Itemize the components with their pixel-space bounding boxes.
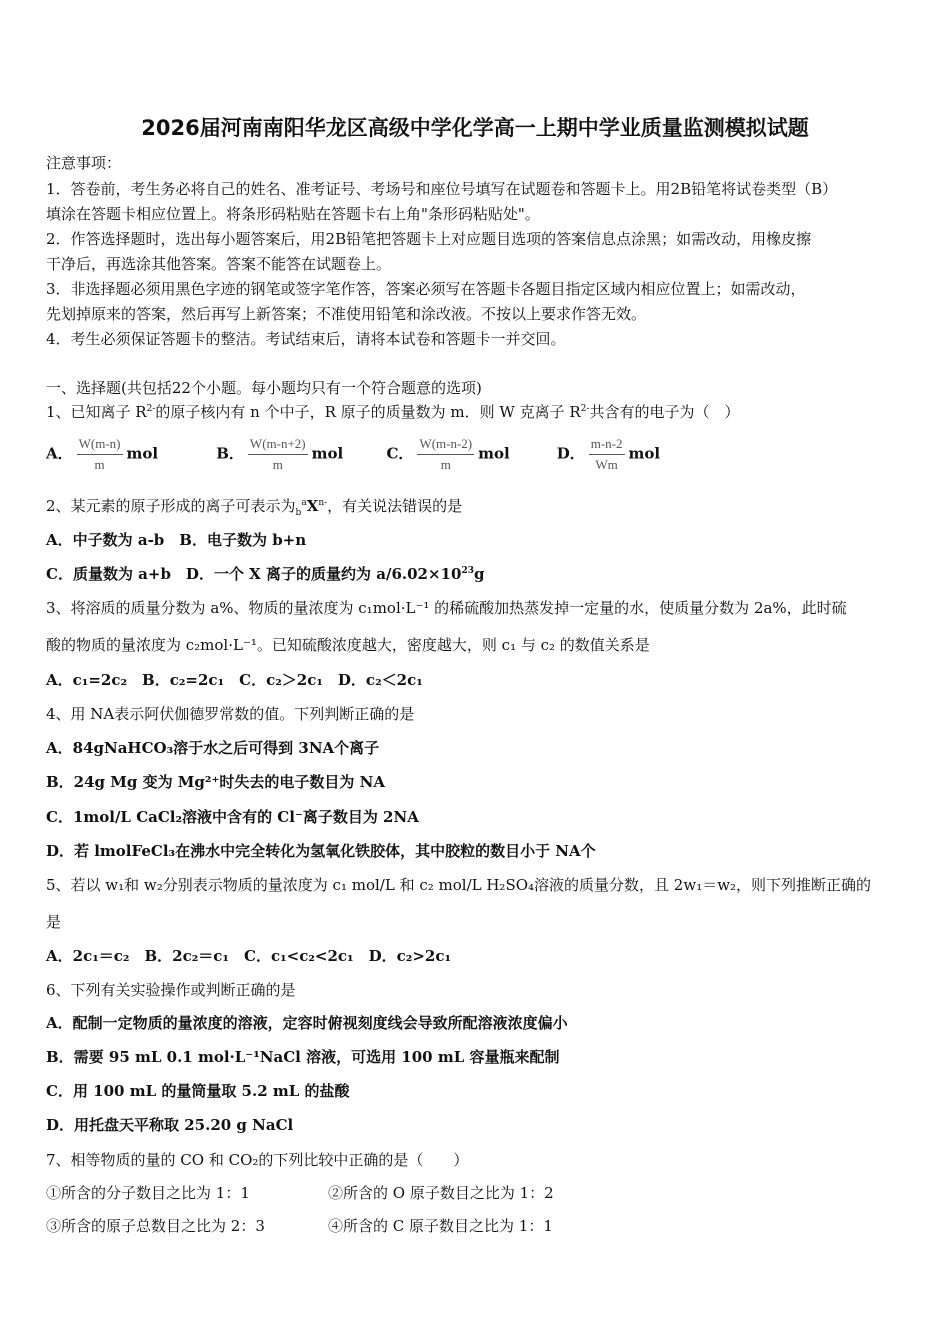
statement-2: ②所含的 O 原子数目之比为 1：2 (328, 1184, 554, 1202)
question-5-stem-cont: 是 (46, 913, 62, 931)
notice-line: 1．答卷前，考生务必将自己的姓名、准考证号、考场号和座位号填写在试题卷和答题卡上。用2B铅笔将试卷类型（B） (46, 180, 838, 198)
option-d: D． $\frac{m-n-2}{Wm}$ mol (556, 436, 661, 472)
notice-line: 先划掉原来的答案，然后再写上新答案；不准使用铅笔和涂改液。不按以上要求作答无效。 (46, 305, 647, 323)
page-title: 2026届河南南阳华龙区高级中学化学高一上期中学业质量监测模拟试题 (141, 116, 809, 140)
question-5-stem: 5、若以 w₁和 w₂分别表示物质的量浓度为 c₁ mol/L 和 c₂ mol/L H₂SO₄溶液的质量分数，且 2w₁＝w₂，则下列推断正确的 (46, 876, 872, 894)
question-2-stem: 2、某元素的原子形成的离子可表示为$_b^aX^{n-}$，有关说法错误的是 (46, 497, 463, 518)
question-6-option-d: D．用托盘天平称取 25.20 g NaCl (46, 1116, 294, 1134)
notice-heading: 注意事项： (46, 154, 122, 172)
question-1-options (46, 436, 660, 473)
question-4-option-a: A．84gNaHCO₃溶于水之后可得到 3NA个离子 (46, 739, 380, 757)
question-6-option-a: A．配制一定物质的量浓度的溶液，定容时俯视刻度线会导致所配溶液浓度偏小 (46, 1014, 568, 1032)
question-4-option-b: B．24g Mg 变为 Mg²⁺时失去的电子数目为 NA (46, 773, 385, 791)
notice-line: 干净后，再选涂其他答案。答案不能答在试题卷上。 (46, 255, 392, 273)
option-a: A． $\frac{W(m-n)}{m}$ mol (46, 436, 159, 472)
question-2-options-cd: C．质量数为 a+b D．一个 X 离子的质量约为 $a/6.02\times 10^{23}g$ (46, 565, 485, 583)
question-6-option-b: B．需要 95 mL 0.1 mol·L⁻¹NaCl 溶液，可选用 100 mL 容量瓶来配制 (46, 1048, 560, 1066)
option-c: C． $\frac{W(m-n-2)}{m}$ mol (386, 436, 510, 472)
question-4-option-c: C．1mol/L CaCl₂溶液中含有的 Cl⁻离子数目为 2NA (46, 808, 419, 826)
section-heading: 一、选择题(共包括22个小题。每小题均只有一个符合题意的选项) (46, 379, 482, 397)
question-4-stem: 4、用 NA表示阿伏伽德罗常数的值。下列判断正确的是 (46, 705, 415, 723)
statement-3: ③所含的原子总数目之比为 2：3 (46, 1217, 265, 1235)
question-1-stem: 1、已知离子 $R^{2-}$的原子核内有 n 个中子，R 原子的质量数为 m．则 W 克离子 $R^{2-}$共含有的电子为（ ） (46, 403, 740, 421)
notice-line: 填涂在答题卡相应位置上。将条形码粘贴在答题卡右上角"条形码粘贴处"。 (46, 205, 540, 223)
question-6-stem: 6、下列有关实验操作或判断正确的是 (46, 981, 296, 999)
option-b: B． $\frac{W(m-n+2)}{m}$ mol (216, 436, 344, 472)
statement-4: ④所含的 C 原子数目之比为 1：1 (328, 1217, 553, 1235)
question-7-statements-row1 (46, 1182, 554, 1203)
notice-line: 3．非选择题必须用黑色字迹的钢笔或签字笔作答，答案必须写在答题卡各题目指定区域内相应位置上；如需改动， (46, 280, 806, 298)
question-3-options: A．c₁=2c₂ B．c₂=2c₁ C．c₂＞2c₁ D．c₂＜2c₁ (46, 671, 423, 689)
question-5-options: A．2c₁＝c₂ B．2c₂＝c₁ C．c₁<c₂<2c₁ D．c₂>2c₁ (46, 947, 452, 965)
question-4-option-d: D．若 lmolFeCl₃在沸水中完全转化为氢氧化铁胶体，其中胶粒的数目小于 NA个 (46, 842, 596, 860)
notice-line: 2．作答选择题时，选出每小题答案后，用2B铅笔把答题卡上对应题目选项的答案信息点涂黑；如需改动，用橡皮擦 (46, 230, 812, 248)
notice-line: 4．考生必须保证答题卡的整洁。考试结束后，请将本试卷和答题卡一并交回。 (46, 330, 566, 348)
question-2-options-ab: A．中子数为 a-b B．电子数为 b+n (46, 531, 307, 549)
question-6-option-c: C．用 100 mL 的量筒量取 5.2 mL 的盐酸 (46, 1082, 350, 1100)
question-3-stem: 3、将溶质的质量分数为 a%、物质的量浓度为 c₁mol·L⁻¹ 的稀硫酸加热蒸发掉一定量的水，使质量分数为 2a%，此时硫 (46, 599, 847, 617)
statement-1: ①所含的分子数目之比为 1：1 (46, 1184, 250, 1202)
question-7-statements-row2 (46, 1215, 553, 1236)
question-3-stem-cont: 酸的物质的量浓度为 c₂mol·L⁻¹。已知硫酸浓度越大，密度越大，则 c₁ 与 c₂ 的数值关系是 (46, 636, 650, 654)
question-7-stem: 7、相等物质的量的 CO 和 CO₂的下列比较中正确的是（ ） (46, 1151, 469, 1169)
